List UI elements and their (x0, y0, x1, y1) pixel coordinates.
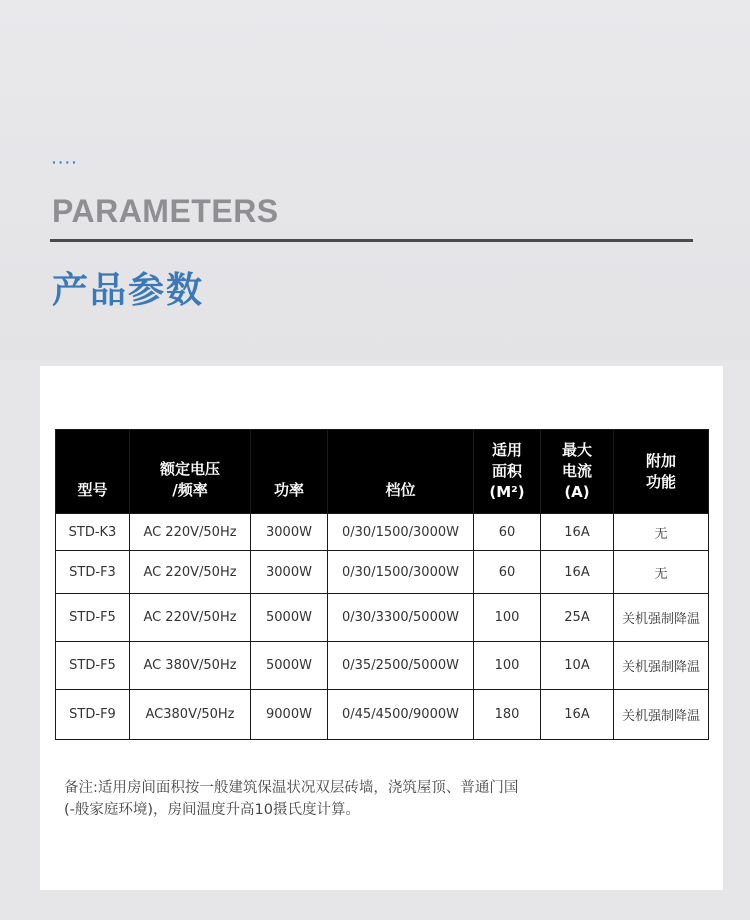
cell-area: 100 (474, 642, 541, 690)
header-voltage: 额定电压 /频率 (130, 430, 251, 514)
cell-model: STD-F5 (56, 594, 130, 642)
remark-line-2: (-般家庭环境)，房间温度升高10摄氏度计算。 (64, 802, 360, 818)
cell-power: 5000W (251, 642, 328, 690)
cell-model: STD-F5 (56, 642, 130, 690)
cell-current: 16A (541, 551, 614, 594)
cell-model: STD-K3 (56, 514, 130, 551)
cell-voltage: AC380V/50Hz (130, 690, 251, 740)
cell-area: 60 (474, 514, 541, 551)
cell-power: 3000W (251, 551, 328, 594)
section-title-chinese: 产品参数 (52, 270, 205, 311)
cell-extra-function: 关机强制降温 (614, 594, 709, 642)
cell-current: 10A (541, 642, 614, 690)
cell-extra-function: 关机强制降温 (614, 690, 709, 740)
table-row (56, 690, 709, 740)
cell-model: STD-F9 (56, 690, 130, 740)
table-row (56, 551, 709, 594)
remark-line-1: 备注:适用房间面积按一般建筑保温状况双层砖墙，浇筑屋顶、普通门国 (64, 780, 519, 796)
cell-area: 60 (474, 551, 541, 594)
cell-gear: 0/45/4500/9000W (328, 690, 474, 740)
cell-current: 16A (541, 690, 614, 740)
cell-voltage: AC 220V/50Hz (130, 594, 251, 642)
cell-area: 180 (474, 690, 541, 740)
cell-power: 9000W (251, 690, 328, 740)
decorative-dots: ···· (52, 154, 79, 170)
header-gear: 档位 (328, 430, 474, 514)
cell-current: 16A (541, 514, 614, 551)
cell-area: 100 (474, 594, 541, 642)
table-header-row (56, 430, 709, 514)
title-divider (50, 239, 693, 242)
table-row (56, 514, 709, 551)
header-power: 功率 (251, 430, 328, 514)
cell-model: STD-F3 (56, 551, 130, 594)
table-row (56, 594, 709, 642)
cell-gear: 0/30/1500/3000W (328, 514, 474, 551)
cell-voltage: AC 220V/50Hz (130, 514, 251, 551)
cell-extra-function: 无 (614, 514, 709, 551)
cell-extra-function: 关机强制降温 (614, 642, 709, 690)
parameters-table (55, 429, 709, 740)
cell-gear: 0/30/3300/5000W (328, 594, 474, 642)
cell-voltage: AC 220V/50Hz (130, 551, 251, 594)
remark-note (64, 777, 518, 821)
header-model: 型号 (56, 430, 130, 514)
table-row (56, 642, 709, 690)
cell-gear: 0/30/1500/3000W (328, 551, 474, 594)
cell-extra-function: 无 (614, 551, 709, 594)
section-title-english: PARAMETERS (52, 193, 279, 229)
cell-power: 3000W (251, 514, 328, 551)
header-extra-function: 附加 功能 (614, 430, 709, 514)
cell-gear: 0/35/2500/5000W (328, 642, 474, 690)
header-current: 最大 电流 (A) (541, 430, 614, 514)
cell-current: 25A (541, 594, 614, 642)
header-area: 适用 面积 (M²) (474, 430, 541, 514)
cell-voltage: AC 380V/50Hz (130, 642, 251, 690)
parameters-panel (40, 366, 723, 890)
cell-power: 5000W (251, 594, 328, 642)
